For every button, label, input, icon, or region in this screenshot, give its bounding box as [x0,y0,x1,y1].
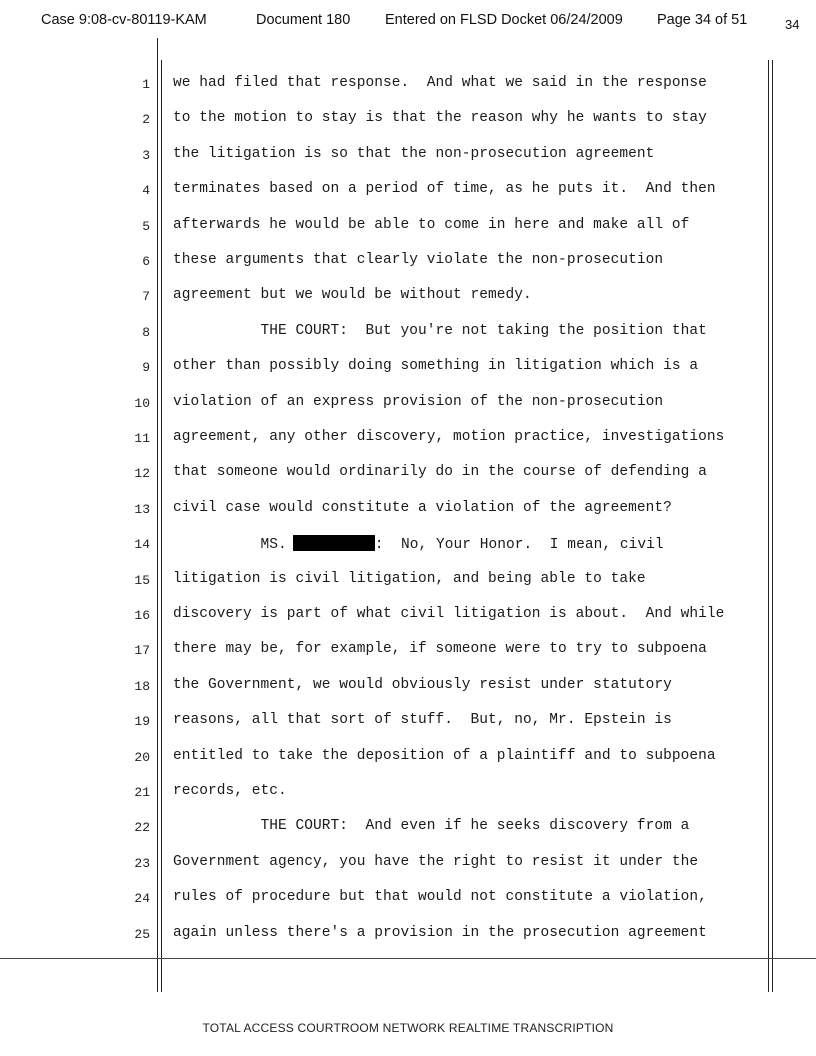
line-text: civil case would constitute a violation of the agreement? [173,500,672,516]
line-number: 24 [134,891,150,906]
line-text: agreement but we would be without remedy. [173,287,532,303]
line-number: 18 [134,679,150,694]
line-text: THE COURT: But you're not taking the position that [173,323,707,339]
line-text: these arguments that clearly violate the non-prosecution [173,252,664,268]
speaker-text: : No, Your Honor. I mean, civil [374,537,664,553]
line-number: 20 [134,750,150,765]
line-text: other than possibly doing something in litigation which is a [173,358,699,374]
transcript-line [0,921,816,951]
line-text: that someone would ordinarily do in the course of defending a [173,464,707,480]
transcript-line [0,708,816,738]
transcript-line [0,177,816,207]
docket-header [41,8,801,36]
page-count: Page 34 of 51 [657,12,748,28]
docket-entry-date: Entered on FLSD Docket 06/24/2009 [385,12,623,28]
line-number: 1 [142,77,150,92]
line-text: records, etc. [173,783,287,799]
line-number: 2 [142,112,150,127]
case-number: Case 9:08-cv-80119-KAM [41,12,207,28]
line-text: there may be, for example, if someone were to try to subpoena [173,641,707,657]
transcript-line [0,390,816,420]
transcript-line [0,248,816,278]
line-number: 19 [134,714,150,729]
line-number: 3 [142,148,150,163]
redaction-block [293,535,375,551]
line-text: Government agency, you have the right to resist it under the [173,854,699,870]
transcript-line [0,531,816,561]
line-number: 17 [134,643,150,658]
transcript-line [0,779,816,809]
line-text: afterwards he would be able to come in here and make all of [173,217,690,233]
transcript-line [0,744,816,774]
transcript-line [0,814,816,844]
line-text: discovery is part of what civil litigation is about. And while [173,606,725,622]
speaker-prefix: MS. [173,537,287,553]
transcript-line [0,142,816,172]
line-text: again unless there's a provision in the prosecution agreement [173,925,707,941]
line-number: 9 [142,360,150,375]
line-text: the litigation is so that the non-prosecution agreement [173,146,655,162]
transcript-line [0,885,816,915]
transcript-line [0,850,816,880]
line-number: 11 [134,431,150,446]
margin-rule-top [157,38,158,60]
line-text: the Government, we would obviously resist under statutory [173,677,672,693]
line-text: rules of procedure but that would not constitute a violation, [173,889,707,905]
transcript-line [0,567,816,597]
transcript-line [0,71,816,101]
line-text: entitled to take the deposition of a plaintiff and to subpoena [173,748,716,764]
transcript-line [0,213,816,243]
transcript-page-number: 34 [785,17,800,32]
line-number: 6 [142,254,150,269]
transcript-line [0,106,816,136]
line-number: 7 [142,289,150,304]
line-number: 5 [142,219,150,234]
line-number: 15 [134,573,150,588]
document-number: Document 180 [256,12,351,28]
line-number: 12 [134,466,150,481]
transcript-line [0,354,816,384]
line-number: 14 [134,537,150,552]
line-text [173,535,664,553]
line-number: 10 [134,396,150,411]
line-number: 16 [134,608,150,623]
line-text: reasons, all that sort of stuff. But, no, Mr. Epstein is [173,712,672,728]
line-number: 4 [142,183,150,198]
line-number: 23 [134,856,150,871]
line-number: 21 [134,785,150,800]
line-text: violation of an express provision of the non-prosecution [173,394,664,410]
transcript-line [0,637,816,667]
scan-fold-line [0,958,816,959]
transcript-line [0,425,816,455]
transcript-line [0,319,816,349]
transcript-line [0,602,816,632]
transcript-line [0,283,816,313]
line-text: litigation is civil litigation, and being able to take [173,571,646,587]
line-number: 22 [134,820,150,835]
line-text: agreement, any other discovery, motion practice, investigations [173,429,725,445]
line-number: 8 [142,325,150,340]
line-text: THE COURT: And even if he seeks discovery from a [173,818,690,834]
transcript-footer: TOTAL ACCESS COURTROOM NETWORK REALTIME TRANSCRIPTION [202,1021,614,1035]
line-number: 13 [134,502,150,517]
line-text: terminates based on a period of time, as he puts it. And then [173,181,716,197]
transcript-line [0,460,816,490]
transcript-line [0,496,816,526]
transcript-line [0,673,816,703]
line-text: we had filed that response. And what we said in the response [173,75,707,91]
line-text: to the motion to stay is that the reason why he wants to stay [173,110,707,126]
line-number: 25 [134,927,150,942]
